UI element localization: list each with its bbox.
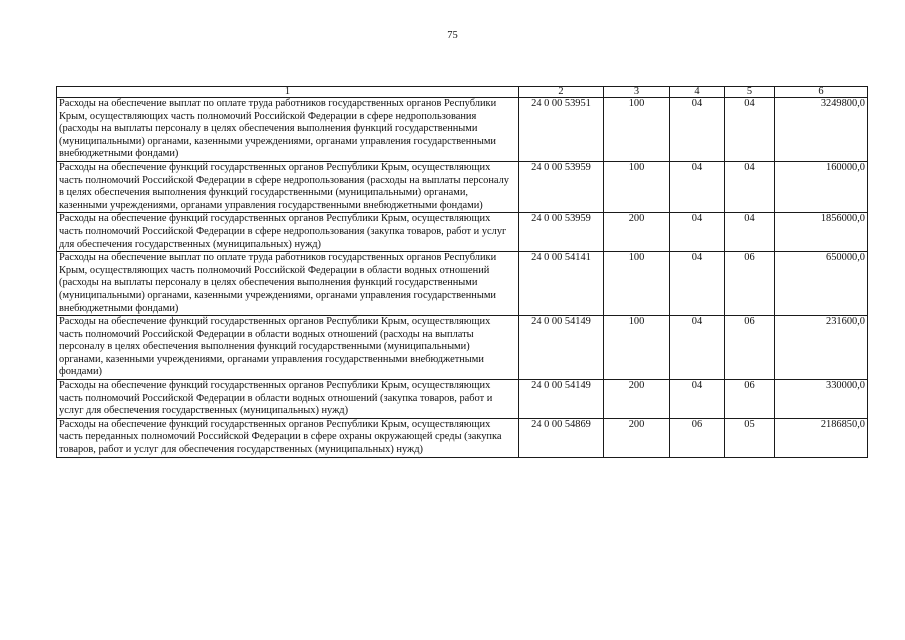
expense-name-cell: Расходы на обеспечение функций государственных органов Республики Крым, осуществляющих часть полномочий Российской Федерации в области водных отношений (закупка товаров, работ и услуг для обеспечения государственных (муниципальных) нужд): [57, 380, 519, 419]
expense-name-cell: Расходы на обеспечение функций государственных органов Республики Крым, осуществляющих часть полномочий Российской Федерации в сфере недропользования (расходы на выплаты персоналу в целях обеспечения выполнения функций государственными (муниципальными) органами, казенными учреждениями, органами управления государственными внебюджетными фондами): [57, 161, 519, 212]
section-cell: 04: [670, 252, 725, 316]
subsection-cell: 04: [725, 161, 775, 212]
subsection-cell: 04: [725, 213, 775, 252]
column-header-5: 5: [725, 87, 775, 98]
table-row: [57, 380, 868, 419]
table-row: [57, 418, 868, 457]
column-header-1: 1: [57, 87, 519, 98]
column-header-4: 4: [670, 87, 725, 98]
expense-name-cell: Расходы на обеспечение функций государственных органов Республики Крым, осуществляющих часть полномочий Российской Федерации в сфере недропользования (закупка товаров, работ и услуг для обеспечения государственных (муниципальных) нужд): [57, 213, 519, 252]
table-row: [57, 252, 868, 316]
target-article-cell: 24 0 00 54149: [519, 380, 604, 419]
table-header-row: [57, 87, 868, 98]
amount-cell: 330000,0: [775, 380, 868, 419]
target-article-cell: 24 0 00 53951: [519, 98, 604, 162]
budget-table: [56, 86, 868, 458]
target-article-cell: 24 0 00 53959: [519, 213, 604, 252]
column-header-6: 6: [775, 87, 868, 98]
amount-cell: 231600,0: [775, 316, 868, 380]
subsection-cell: 06: [725, 316, 775, 380]
column-header-2: 2: [519, 87, 604, 98]
section-cell: 06: [670, 418, 725, 457]
amount-cell: 1856000,0: [775, 213, 868, 252]
subsection-cell: 05: [725, 418, 775, 457]
section-cell: 04: [670, 380, 725, 419]
amount-cell: 160000,0: [775, 161, 868, 212]
expense-name-cell: Расходы на обеспечение выплат по оплате труда работников государственных органов Республики Крым, осуществляющих часть полномочий Российской Федерации в сфере недропользования (расходы на выплаты персоналу в целях обеспечения выполнения функций государственными (муниципальными) органами, казенными учреждениями, органами управления государственными внебюджетными фондами): [57, 98, 519, 162]
target-article-cell: 24 0 00 54141: [519, 252, 604, 316]
subsection-cell: 06: [725, 380, 775, 419]
expense-name-cell: Расходы на обеспечение выплат по оплате труда работников государственных органов Республики Крым, осуществляющих часть полномочий Российской Федерации в области водных отношений (расходы на выплаты персоналу в целях обеспечения выполнения функций государственными (муниципальными) органами, казенными учреждениями, органами управления государственными внебюджетными фондами): [57, 252, 519, 316]
amount-cell: 3249800,0: [775, 98, 868, 162]
expense-type-cell: 100: [604, 161, 670, 212]
expense-type-cell: 200: [604, 380, 670, 419]
page-number: 75: [447, 30, 458, 41]
column-header-3: 3: [604, 87, 670, 98]
expense-type-cell: 200: [604, 418, 670, 457]
target-article-cell: 24 0 00 54149: [519, 316, 604, 380]
amount-cell: 2186850,0: [775, 418, 868, 457]
amount-cell: 650000,0: [775, 252, 868, 316]
target-article-cell: 24 0 00 54869: [519, 418, 604, 457]
table-row: [57, 316, 868, 380]
subsection-cell: 04: [725, 98, 775, 162]
section-cell: 04: [670, 213, 725, 252]
section-cell: 04: [670, 98, 725, 162]
expense-type-cell: 100: [604, 252, 670, 316]
table-row: [57, 98, 868, 162]
table-row: [57, 161, 868, 212]
expense-type-cell: 100: [604, 316, 670, 380]
expense-name-cell: Расходы на обеспечение функций государственных органов Республики Крым, осуществляющих часть полномочий Российской Федерации в области водных отношений (расходы на выплаты персоналу в целях обеспечения выполнения функций государственными (муниципальными) органами, казенными учреждениями, органами управления государственными внебюджетными фондами): [57, 316, 519, 380]
expense-type-cell: 200: [604, 213, 670, 252]
table-row: [57, 213, 868, 252]
section-cell: 04: [670, 316, 725, 380]
expense-type-cell: 100: [604, 98, 670, 162]
section-cell: 04: [670, 161, 725, 212]
subsection-cell: 06: [725, 252, 775, 316]
target-article-cell: 24 0 00 53959: [519, 161, 604, 212]
expense-name-cell: Расходы на обеспечение функций государственных органов Республики Крым, осуществляющих часть переданных полномочий Российской Федерации в сфере охраны окружающей среды (закупка товаров, работ и услуг для обеспечения государственных (муниципальных) нужд): [57, 418, 519, 457]
